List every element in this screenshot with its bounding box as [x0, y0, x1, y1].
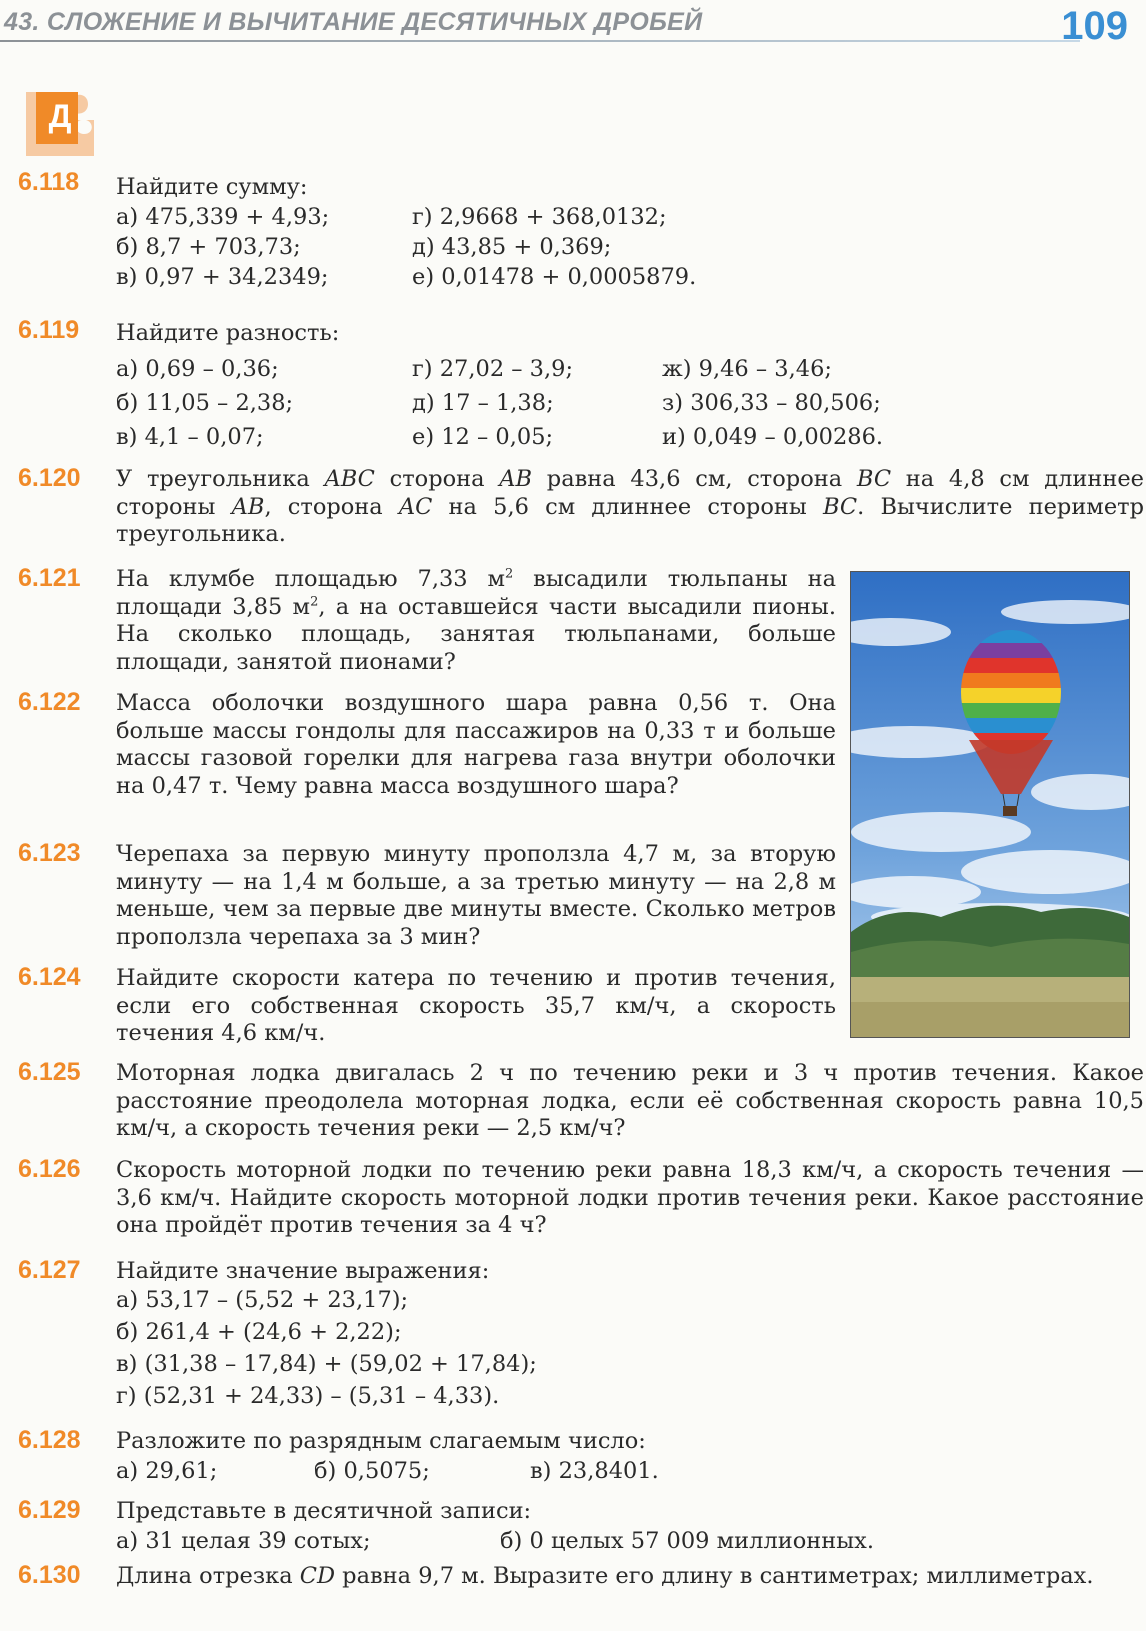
problem-number: 6.124 — [18, 963, 81, 991]
item-d: д) 17 – 1,38; — [412, 390, 554, 416]
item-b: б) 261,4 + (24,6 + 2,22); — [116, 1319, 402, 1345]
item-a: а) 29,61; — [116, 1458, 218, 1484]
item-i: и) 0,049 – 0,00286. — [662, 424, 884, 450]
problem-title: Представьте в десятичной записи: — [116, 1498, 532, 1524]
item-zh: ж) 9,46 – 3,46; — [662, 356, 832, 382]
problem-number: 6.126 — [18, 1155, 81, 1183]
problem-text: Черепаха за первую минуту проползла 4,7 м, за вторую минуту — на 1,4 м больше, а за третью минуту — на 2,8 м меньше, чем за первые две минуты вместе. Сколько метров проползла черепаха за 3 мин? — [116, 841, 836, 950]
item-a: а) 475,339 + 4,93; — [116, 204, 330, 230]
problem-number: 6.129 — [18, 1496, 81, 1524]
problem-text: Моторная лодка двигалась 2 ч по течению реки и 3 ч против течения. Какое расстояние преодолела моторная лодка, если её собственная скорость равна 10,5 км/ч, а скорость течения реки — 2,5 км/ч? — [116, 1060, 1144, 1141]
problem-text: Найдите скорости катера по течению и против течения, если его собственная скорость 35,7 км/ч, а скорость течения 4,6 км/ч. — [116, 965, 836, 1046]
problem-number: 6.119 — [18, 316, 80, 344]
item-a: а) 0,69 – 0,36; — [116, 356, 279, 382]
balloon-illustration — [851, 572, 1129, 1037]
header-rule — [0, 40, 1080, 42]
item-b: б) 11,05 – 2,38; — [116, 390, 294, 416]
chapter-title: 43. СЛОЖЕНИЕ И ВЫЧИТАНИЕ ДЕСЯТИЧНЫХ ДРОБЕЙ — [4, 8, 703, 36]
problem-number: 6.127 — [18, 1256, 81, 1284]
problem-number: 6.123 — [18, 839, 81, 867]
item-e: е) 0,01478 + 0,0005879. — [412, 264, 697, 290]
problem-number: 6.120 — [18, 464, 81, 492]
section-badge-letter: Д — [48, 98, 72, 134]
problem-number: 6.118 — [18, 168, 80, 196]
hot-air-balloon-photo — [850, 571, 1130, 1038]
item-v: в) 23,8401. — [530, 1458, 659, 1484]
item-v: в) 0,97 + 34,2349; — [116, 264, 329, 290]
page-header — [0, 0, 1146, 60]
page-number: 109 — [1061, 4, 1128, 48]
item-d: д) 43,85 + 0,369; — [412, 234, 612, 260]
item-e: е) 12 – 0,05; — [412, 424, 554, 450]
problem-number: 6.128 — [18, 1426, 81, 1454]
item-b: б) 8,7 + 703,73; — [116, 234, 301, 260]
item-g: г) 2,9668 + 368,0132; — [412, 204, 667, 230]
problem-number: 6.121 — [18, 564, 81, 592]
problem-title: Найдите сумму: — [116, 174, 308, 200]
item-a: а) 31 целая 39 сотых; — [116, 1528, 371, 1554]
problem-title: Разложите по разрядным слагаемым число: — [116, 1428, 646, 1454]
problem-number: 6.130 — [18, 1561, 81, 1589]
item-b: б) 0,5075; — [314, 1458, 430, 1484]
problem-text: На клумбе площадью 7,33 $м^2$ высадили тюльпаны на площади 3,85 $м^2$, а на оставшейся части высадили пионы. На сколько площадь, занятая тюльпанами, больше площади, занятой пионами? — [116, 566, 836, 675]
item-v: в) 4,1 – 0,07; — [116, 424, 264, 450]
problem-text: У треугольника ABC сторона AB равна 43,6 см, сторона BC на 4,8 см длиннее стороны AB, сторона AC на 5,6 см длиннее стороны BC. Вычислите периметр треугольника. — [116, 466, 1145, 547]
problem-text: Масса оболочки воздушного шара равна 0,56 т. Она больше массы гондолы для пассажиров на 0,33 т и больше массы газовой горелки для нагрева газа внутри оболочки на 0,47 т. Чему равна масса воздушного шара? — [116, 690, 836, 799]
item-g: г) 27,02 – 3,9; — [412, 356, 574, 382]
item-g: г) (52,31 + 24,33) – (5,31 – 4,33). — [116, 1383, 500, 1409]
item-z: з) 306,33 – 80,506; — [662, 390, 881, 416]
problem-text: Длина отрезка CD равна 9,7 м. Выразите его длину в сантиметрах; миллиметрах. — [116, 1563, 1094, 1589]
problem-text: Скорость моторной лодки по течению реки равна 18,3 км/ч, а скорость течения — 3,6 км/ч. Найдите скорость моторной лодки против течения реки. Какое расстояние она пройдёт против течения за 4 ч? — [116, 1157, 1144, 1238]
item-b: б) 0 целых 57 009 миллионных. — [500, 1528, 875, 1554]
problem-number: 6.125 — [18, 1058, 81, 1086]
item-v: в) (31,38 – 17,84) + (59,02 + 17,84); — [116, 1351, 537, 1377]
problem-title: Найдите разность: — [116, 320, 340, 346]
item-a: а) 53,17 – (5,52 + 23,17); — [116, 1287, 409, 1313]
problem-title: Найдите значение выражения: — [116, 1258, 490, 1284]
problem-number: 6.122 — [18, 688, 81, 716]
